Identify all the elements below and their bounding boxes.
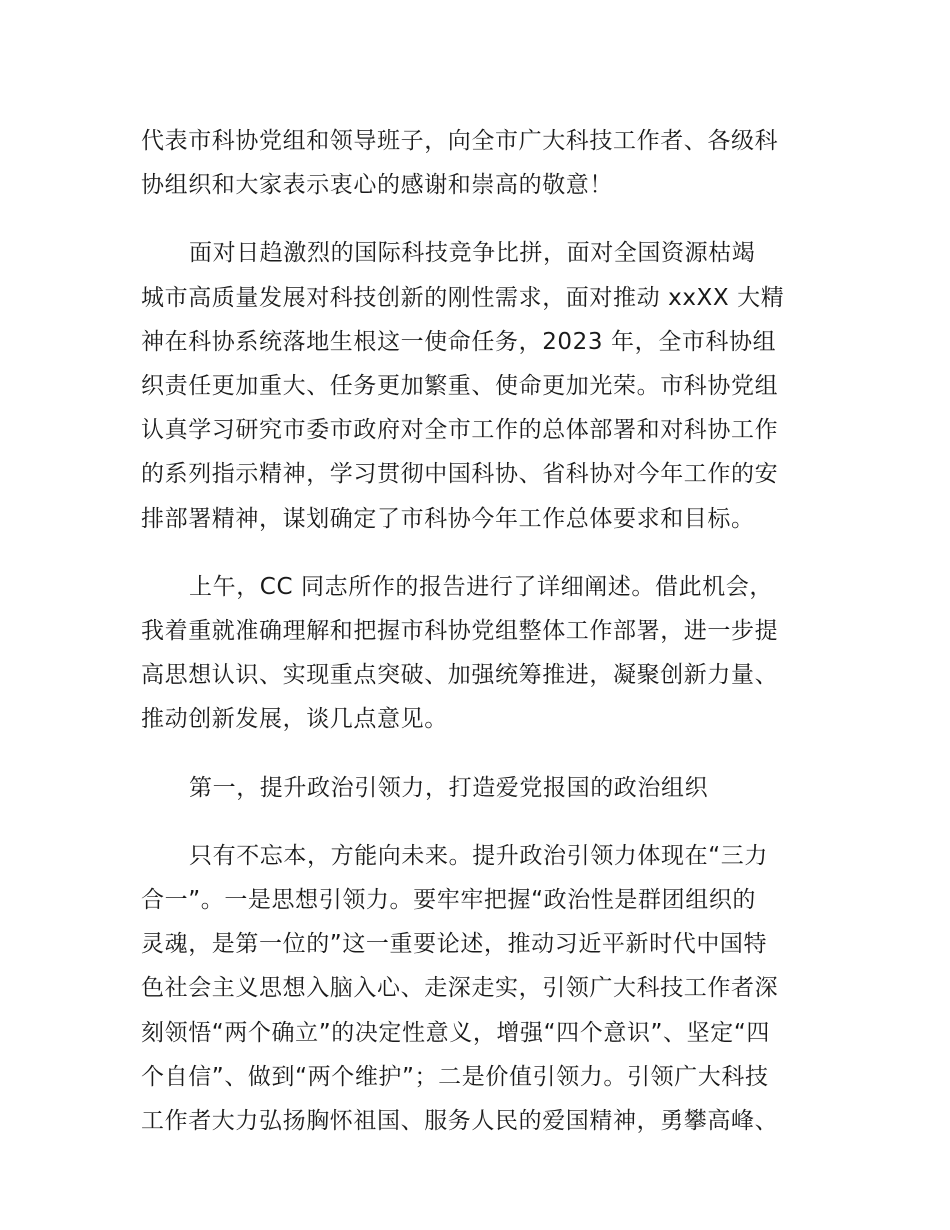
document-body xyxy=(141,119,813,1143)
text-line: 高思想认识、实现重点突破、加强统筹推进，凝聚创新力量、 xyxy=(141,662,779,689)
text-line: 只有不忘本，方能向未来。提升政治引领力体现在“三力 xyxy=(189,842,768,869)
text-line: 上午，CC 同志所作的报告进行了详细阐述。借此机会， xyxy=(189,573,774,600)
paragraph-political-leadership xyxy=(141,834,813,1143)
text-line: 的系列指示精神，学习贯彻中国科协、省科协对今年工作的安 xyxy=(141,461,779,488)
paragraph-report xyxy=(141,565,813,742)
text-line: 织责任更加重大、任务更加繁重、使命更加光荣。市科协党组 xyxy=(141,373,779,400)
text-line: 刻领悟“两个确立”的决定性意义，增强“四个意识”、坚定“四 xyxy=(141,1019,770,1046)
text-line: 城市高质量发展对科技创新的刚性需求，面对推动 xxXX 大精 xyxy=(141,284,785,311)
text-line: 工作者大力弘扬胸怀祖国、服务人民的爱国精神，勇攀高峰、 xyxy=(141,1108,779,1135)
text-line: 我着重就准确理解和把握市科协党组整体工作部署，进一步提 xyxy=(141,618,779,645)
text-line: 面对日趋激烈的国际科技竞争比拼，面对全国资源枯竭 xyxy=(189,240,756,267)
text-line: 个自信”、做到“两个维护”；二是价值引领力。引领广大科技 xyxy=(141,1063,769,1090)
text-line: 代表市科协党组和领导班子，向全市广大科技工作者、各级科 xyxy=(141,128,779,154)
text-line: 排部署精神，谋划确定了市科协今年工作总体要求和目标。 xyxy=(141,505,755,532)
text-line: 协组织和大家表示衷心的感谢和崇高的敬意！ xyxy=(141,172,613,199)
text-line: 神在科协系统落地生根这一使命任务，2023 年，全市科协组 xyxy=(141,328,777,355)
paragraph-context xyxy=(141,231,813,540)
text-line: 推动创新发展，谈几点意见。 xyxy=(141,706,448,733)
text-line: 合一”。一是思想引领力。要牢牢把握“政治性是群团组织的 xyxy=(141,887,757,914)
text-line: 认真学习研究市委市政府对全市工作的总体部署和对科协工作 xyxy=(141,417,779,444)
paragraph-intro xyxy=(141,119,813,207)
text-line: 第一，提升政治引领力，打造爱党报国的政治组织 xyxy=(189,774,709,801)
section-heading-1 xyxy=(141,766,813,810)
text-line: 色社会主义思想入脑入心、走深走实，引领广大科技工作者深 xyxy=(141,975,779,1002)
text-line: 灵魂，是第一位的”这一重要论述，推动习近平新时代中国特 xyxy=(141,931,768,958)
